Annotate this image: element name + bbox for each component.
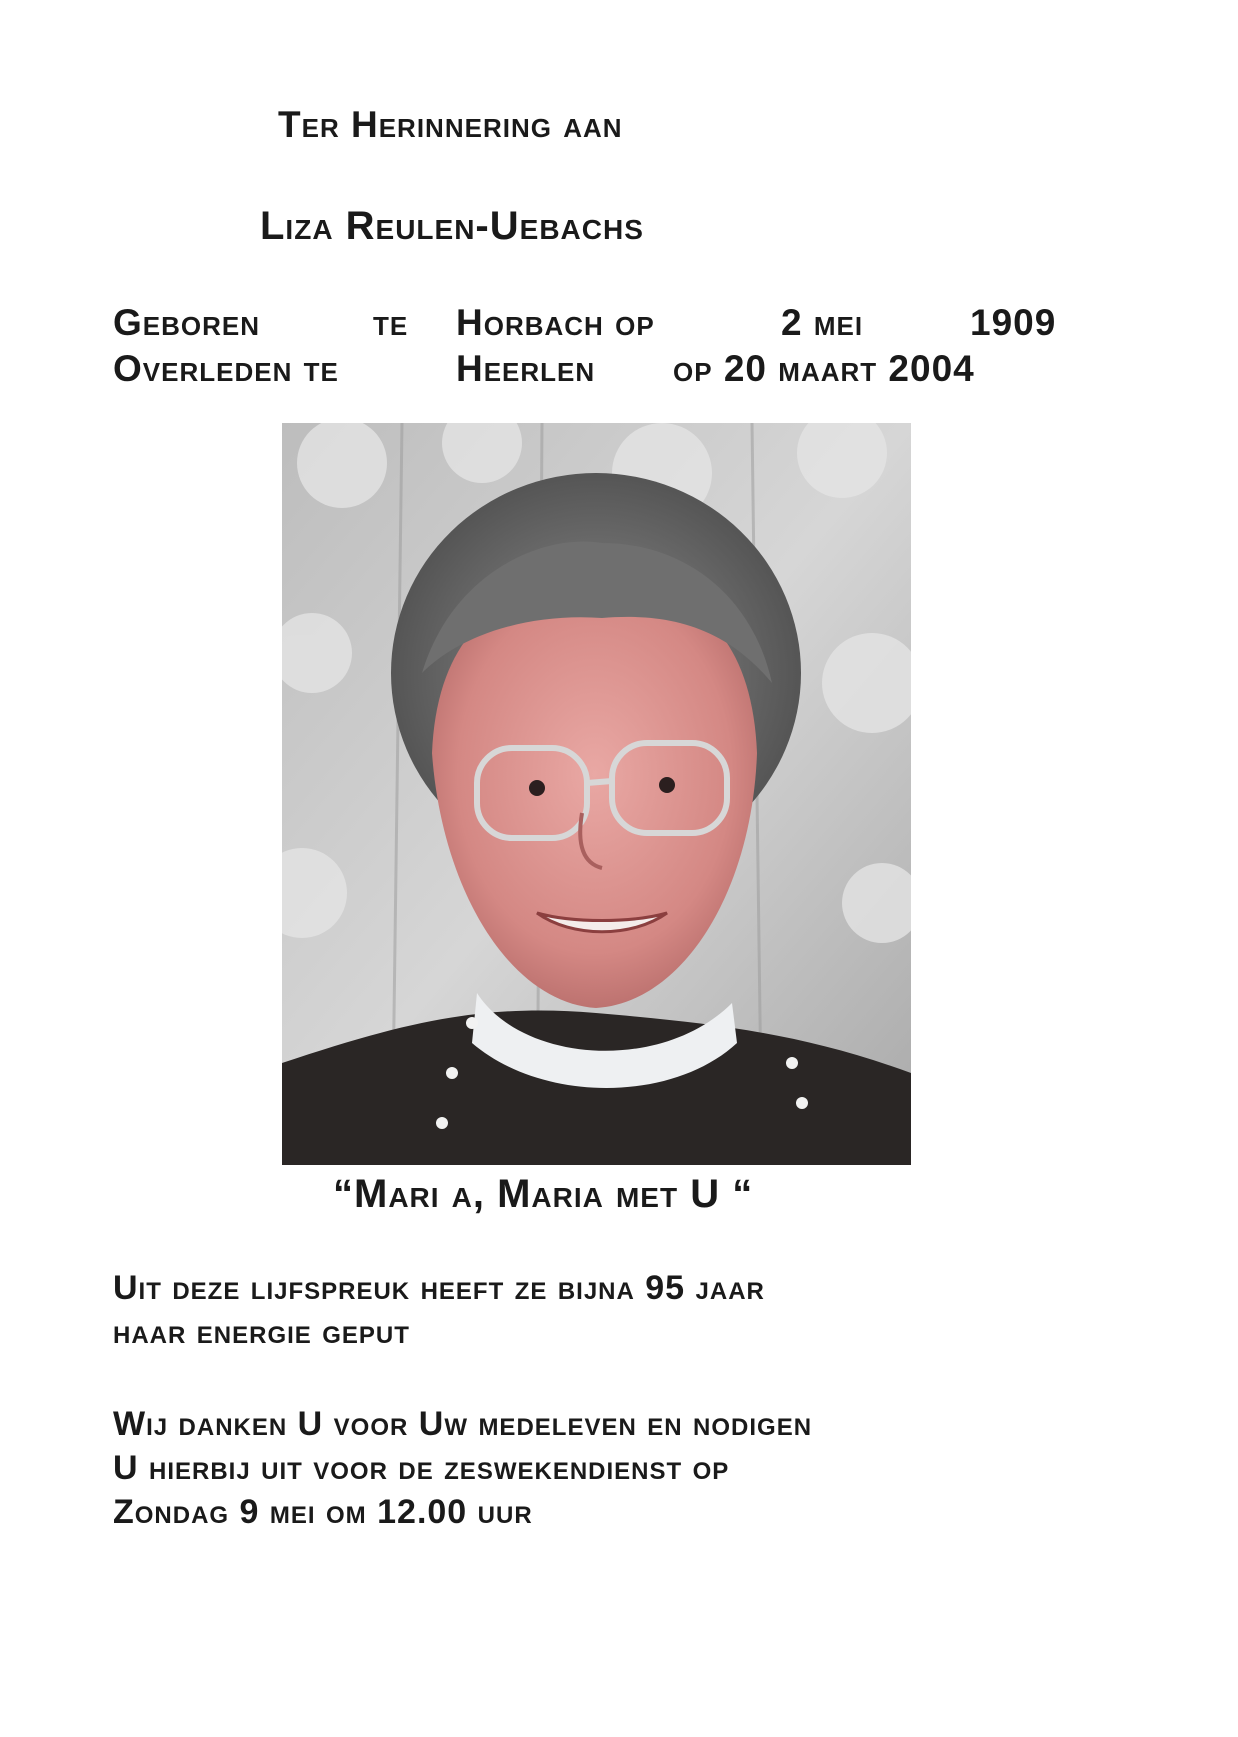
death-date: op 20 maart 2004 (673, 348, 975, 389)
birth-day-month: 2 mei (781, 302, 864, 343)
quote-text: “Mari a, Maria met U “ (333, 1172, 754, 1216)
birth-place: Horbach op (456, 302, 655, 343)
portrait-photo (282, 423, 911, 1165)
thanks-line: U hierbij uit voor de zeswekendienst op (113, 1449, 730, 1487)
birth-year: 1909 (970, 302, 1057, 343)
death-word: Overleden te (113, 348, 339, 389)
card-heading: Ter Herinnering aan (278, 104, 623, 145)
portrait-illustration (282, 423, 911, 1165)
death-place: Heerlen (456, 348, 596, 389)
deceased-name: Liza Reulen-Uebachs (260, 204, 644, 248)
death-line (113, 348, 1093, 392)
motto-line: haar energie geput (113, 1313, 410, 1351)
thanks-paragraph (113, 1402, 812, 1534)
birth-line (113, 302, 1093, 346)
birth-te: te (373, 302, 409, 343)
thanks-line: Wij danken U voor Uw medeleven en nodigen (113, 1405, 813, 1443)
birth-word: Geboren (113, 302, 261, 343)
motto-line: Uit deze lijfspreuk heeft ze bijna 95 jaar (113, 1269, 765, 1307)
motto-paragraph (113, 1266, 765, 1354)
thanks-line: Zondag 9 mei om 12.00 uur (113, 1493, 533, 1531)
